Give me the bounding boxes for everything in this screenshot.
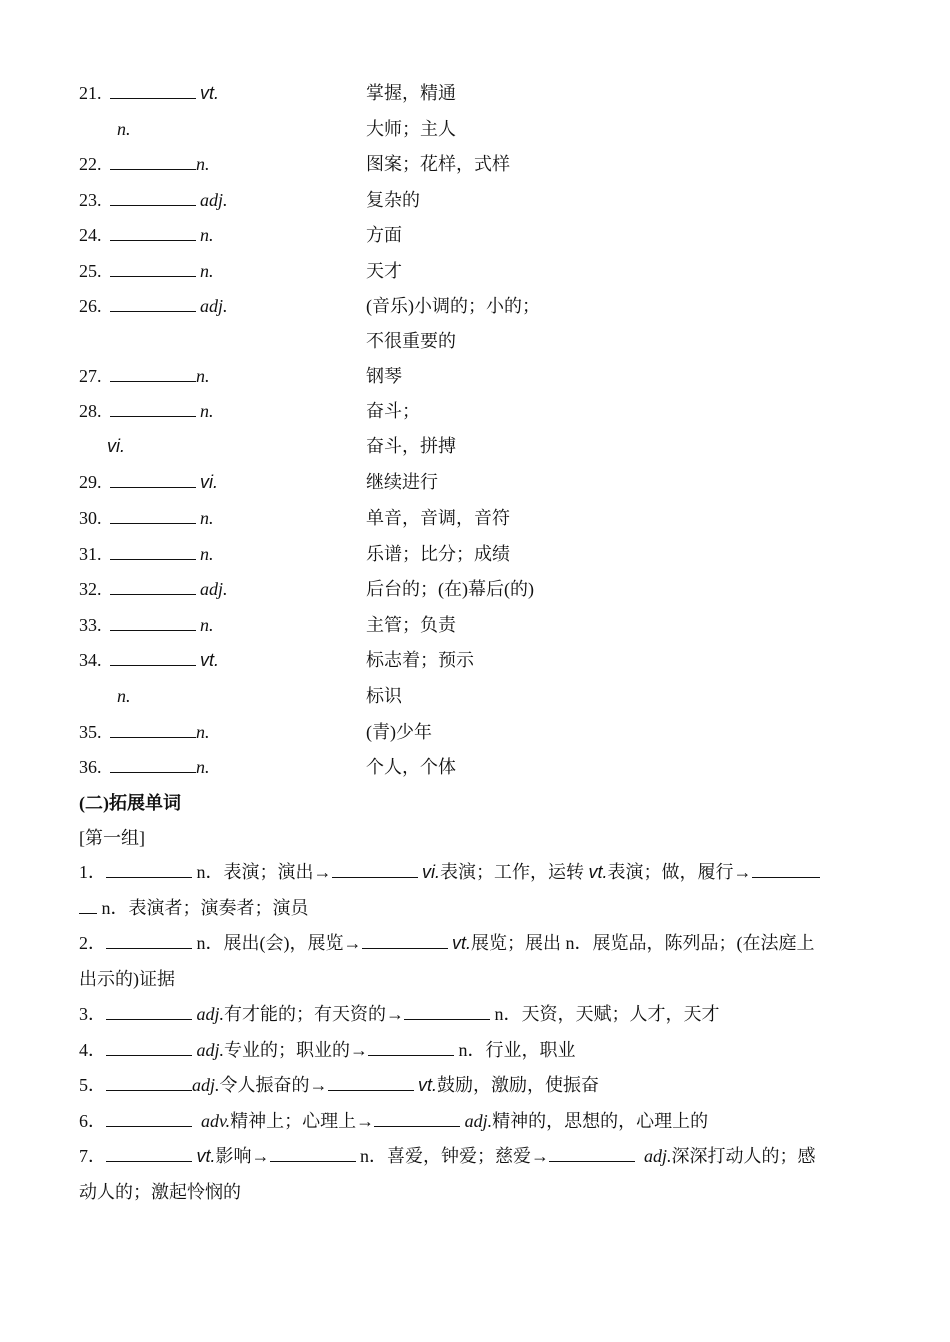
vocab-meaning: 个人，个体 <box>366 757 456 777</box>
item-number: 5． <box>79 1075 106 1095</box>
exercise-7 <box>79 1139 874 1175</box>
item-number: 2． <box>79 933 106 953</box>
answer-blank[interactable] <box>368 1040 454 1056</box>
exercise-text: 动人的；激起怜悯的 <box>79 1181 241 1202</box>
exercise-2 <box>79 926 874 962</box>
part-of-speech: adj. <box>192 1075 220 1095</box>
item-number: 35. <box>79 722 102 742</box>
part-of-speech: n. <box>117 119 131 139</box>
exercise-text: n．行业，职业 <box>454 1039 576 1060</box>
exercise-text: n．展出(会)，展览→ <box>196 933 362 953</box>
vocab-meaning: 继续进行 <box>366 472 438 492</box>
vocab-row-35 <box>79 720 210 744</box>
vocab-row-28-sub <box>107 434 125 458</box>
answer-blank[interactable] <box>110 154 196 170</box>
vocab-row-26 <box>79 294 228 318</box>
part-of-speech: n. <box>200 401 214 421</box>
part-of-speech: vt. <box>200 83 220 103</box>
vocab-row-25 <box>79 259 214 283</box>
item-number: 36. <box>79 757 102 777</box>
item-number: 26. <box>79 296 102 316</box>
vocab-row-32 <box>79 577 228 601</box>
vocab-row-22 <box>79 152 210 176</box>
exercise-1 <box>79 855 874 891</box>
part-of-speech: n. <box>196 757 210 777</box>
exercise-4 <box>79 1033 874 1069</box>
vocab-meaning: (青)少年 <box>366 722 432 742</box>
vocab-meaning: 天才 <box>366 261 402 281</box>
item-number: 4． <box>79 1039 106 1060</box>
vocab-meaning: 复杂的 <box>366 190 420 210</box>
vocab-meaning: 乐谱；比分；成绩 <box>366 544 510 564</box>
answer-blank[interactable] <box>106 1146 192 1162</box>
item-number: 25. <box>79 261 102 281</box>
item-number: 21. <box>79 83 102 103</box>
part-of-speech: adj. <box>196 1039 225 1060</box>
part-of-speech: vt. <box>588 862 608 882</box>
answer-blank[interactable] <box>110 615 196 631</box>
exercise-1-cont <box>79 891 874 927</box>
part-of-speech: n. <box>200 225 214 245</box>
item-number: 1． <box>79 862 106 882</box>
answer-blank[interactable] <box>110 83 196 99</box>
part-of-speech: adj. <box>196 1004 225 1024</box>
exercise-text: 精神的，思想的，心理上的 <box>492 1110 709 1131</box>
part-of-speech: n. <box>200 544 214 564</box>
item-number: 27. <box>79 366 102 386</box>
part-of-speech: vt. <box>418 1075 438 1095</box>
exercise-6 <box>79 1104 874 1140</box>
part-of-speech: n. <box>200 615 214 635</box>
part-of-speech: n. <box>196 154 210 174</box>
answer-blank[interactable] <box>270 1146 356 1162</box>
answer-blank[interactable] <box>332 862 418 878</box>
section-heading: (二)拓展单词 <box>79 793 181 813</box>
vocab-meaning: 单音，音调，音符 <box>366 508 510 528</box>
vocab-row-21-sub <box>117 117 131 141</box>
part-of-speech: n. <box>196 722 210 742</box>
item-number: 28. <box>79 401 102 421</box>
answer-blank[interactable] <box>110 722 196 738</box>
exercise-5 <box>79 1068 874 1104</box>
exercise-text: 专业的；职业的→ <box>224 1039 369 1060</box>
vocab-meaning: 钢琴 <box>366 366 402 386</box>
part-of-speech: adj. <box>200 579 228 599</box>
answer-blank[interactable] <box>110 190 196 206</box>
part-of-speech: n. <box>196 366 210 386</box>
part-of-speech: vt. <box>196 1146 216 1166</box>
part-of-speech: vi. <box>200 472 218 492</box>
exercise-text: n．表演；演出→ <box>196 862 332 882</box>
vocab-meaning: (音乐)小调的；小的； <box>366 296 540 316</box>
answer-blank[interactable] <box>404 1004 490 1020</box>
answer-blank[interactable] <box>106 1004 192 1020</box>
answer-blank[interactable] <box>110 544 196 560</box>
vocab-meaning: 奋斗； <box>366 401 420 421</box>
item-number: 23. <box>79 190 102 210</box>
exercise-text: 表演；做，履行→ <box>607 862 752 882</box>
vocab-row-28 <box>79 399 214 423</box>
vocab-row-33 <box>79 613 214 637</box>
exercise-text: 令人振奋的→ <box>219 1075 328 1095</box>
answer-blank[interactable] <box>106 862 192 878</box>
item-number: 31. <box>79 544 102 564</box>
vocab-row-34 <box>79 648 219 672</box>
vocab-row-31 <box>79 542 214 566</box>
item-number: 22. <box>79 154 102 174</box>
vocab-meaning: 方面 <box>366 225 402 245</box>
vocab-meaning: 标志着；预示 <box>366 650 474 670</box>
exercise-text: 出示的)证据 <box>79 968 175 989</box>
vocab-meaning-continued: 不很重要的 <box>366 331 456 351</box>
exercise-7-cont <box>79 1175 874 1211</box>
answer-blank[interactable] <box>110 472 196 488</box>
exercise-text: 表演；工作，运转 <box>440 862 589 882</box>
part-of-speech: adj. <box>200 190 228 210</box>
answer-blank[interactable] <box>106 1075 192 1091</box>
exercise-text: 鼓励，激励，使振奋 <box>437 1075 600 1095</box>
vocab-row-21 <box>79 81 219 105</box>
part-of-speech: vt. <box>200 650 220 670</box>
part-of-speech: n. <box>200 508 214 528</box>
exercise-text: 深深打动人的；感 <box>671 1146 816 1166</box>
item-number: 32. <box>79 579 102 599</box>
part-of-speech: adv. <box>201 1110 231 1131</box>
answer-blank[interactable] <box>106 933 192 949</box>
part-of-speech: n. <box>117 686 131 706</box>
part-of-speech: vt. <box>452 933 472 953</box>
item-number: 29. <box>79 472 102 492</box>
part-of-speech: n. <box>200 261 214 281</box>
vocab-row-24 <box>79 223 214 247</box>
answer-blank[interactable] <box>106 1111 192 1127</box>
part-of-speech: adj. <box>644 1146 672 1166</box>
vocab-row-29 <box>79 470 218 494</box>
answer-blank[interactable] <box>110 261 196 277</box>
part-of-speech: adj. <box>464 1110 493 1131</box>
answer-blank[interactable] <box>110 401 196 417</box>
vocab-row-36 <box>79 755 210 779</box>
vocab-meaning: 标识 <box>366 686 402 706</box>
answer-blank[interactable] <box>110 366 196 382</box>
exercise-2-cont <box>79 962 874 998</box>
answer-blank[interactable] <box>110 225 196 241</box>
vocab-meaning: 大师；主人 <box>366 119 456 139</box>
exercise-text: 展览；展出 n．展览品，陈列品；(在法庭上 <box>471 933 815 953</box>
item-number: 33. <box>79 615 102 635</box>
answer-blank[interactable] <box>110 579 196 595</box>
exercise-3 <box>79 997 874 1033</box>
vocab-meaning: 奋斗，拼搏 <box>366 436 456 456</box>
exercise-text: 精神上；心理上→ <box>230 1110 375 1131</box>
answer-blank[interactable] <box>752 862 820 878</box>
part-of-speech: vi. <box>422 862 440 882</box>
answer-blank-cont[interactable] <box>79 898 97 914</box>
exercise-text: n．喜爱，钟爱；慈爱→ <box>355 1146 550 1166</box>
vocab-row-30 <box>79 506 214 530</box>
item-number: 24. <box>79 225 102 245</box>
item-number: 6． <box>79 1110 106 1131</box>
vocab-meaning: 图案；花样，式样 <box>366 154 510 174</box>
exercise-text: n．表演者；演奏者；演员 <box>97 897 309 918</box>
answer-blank[interactable] <box>362 933 448 949</box>
answer-blank[interactable] <box>328 1075 414 1091</box>
answer-blank[interactable] <box>106 1040 192 1056</box>
exercise-text: 有才能的；有天资的→ <box>224 1004 405 1024</box>
item-number: 3． <box>79 1004 106 1024</box>
vocab-meaning: 后台的；(在)幕后(的) <box>366 579 534 599</box>
exercise-list <box>79 855 874 1210</box>
answer-blank[interactable] <box>549 1146 635 1162</box>
exercise-text: n．天资，天赋；人才，天才 <box>490 1004 720 1024</box>
answer-blank[interactable] <box>110 650 196 666</box>
answer-blank[interactable] <box>374 1111 460 1127</box>
vocab-row-23 <box>79 188 228 212</box>
vocab-meaning: 掌握，精通 <box>366 83 456 103</box>
item-number: 30. <box>79 508 102 528</box>
part-of-speech: adj. <box>200 296 228 316</box>
answer-blank[interactable] <box>110 296 196 312</box>
answer-blank[interactable] <box>110 508 196 524</box>
vocab-row-27 <box>79 364 210 388</box>
vocab-meaning: 主管；负责 <box>366 615 456 635</box>
answer-blank[interactable] <box>110 757 196 773</box>
exercise-text: 影响→ <box>215 1146 270 1166</box>
item-number: 34. <box>79 650 102 670</box>
item-number: 7． <box>79 1146 106 1166</box>
group-label: [第一组] <box>79 828 145 848</box>
part-of-speech: vi. <box>107 436 125 456</box>
vocab-row-34-sub <box>117 684 131 708</box>
